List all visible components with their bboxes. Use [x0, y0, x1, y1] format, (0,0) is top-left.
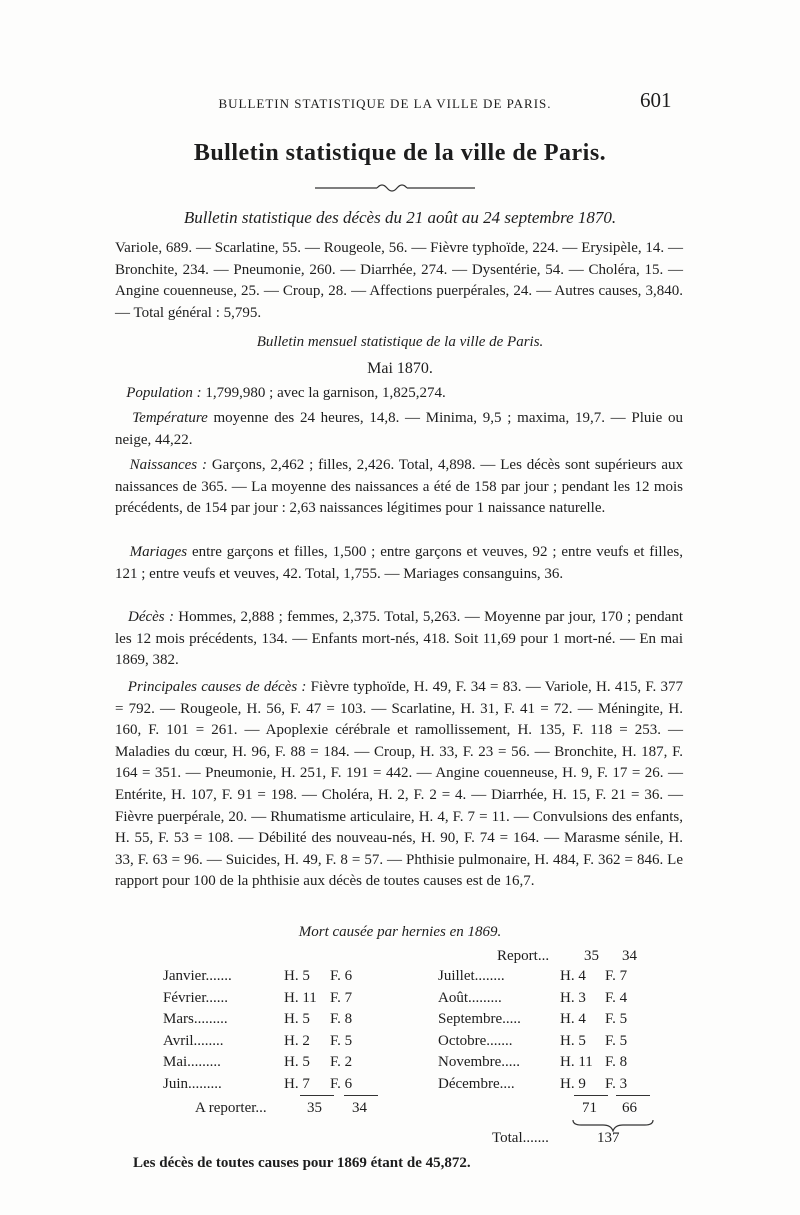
report-h: 35	[584, 948, 599, 964]
monthly-bulletin-title: Bulletin mensuel statistique de la ville de Paris.	[256, 334, 544, 350]
total-label: Total.......	[492, 1130, 549, 1146]
hernia-right-h: H. 5	[560, 1032, 586, 1049]
a-reporter-label: A reporter...	[195, 1100, 267, 1116]
hernia-right-f: F. 5	[605, 1011, 628, 1027]
population-text: 1,799,980 ; avec la garnison, 1,825,274.	[201, 385, 446, 401]
hernia-right-f: F. 7	[605, 968, 628, 984]
total-value: 137	[597, 1130, 620, 1146]
a-reporter-h: 35	[307, 1100, 322, 1116]
hernia-left-f: F. 6	[330, 968, 353, 984]
hernia-right-f: F. 3	[605, 1075, 628, 1092]
deaths-paragraph	[115, 607, 683, 672]
page-number: 601	[640, 88, 672, 112]
marriages-paragraph	[115, 542, 683, 585]
deaths-label: Décès :	[128, 609, 174, 625]
hernia-left-h: H. 5	[284, 1011, 310, 1027]
hernia-left-h: H. 11	[284, 989, 317, 1006]
causes-label: Principales causes de décès :	[127, 679, 307, 695]
hernia-left-h: H. 7	[284, 1075, 310, 1092]
rule-f-right	[616, 1095, 650, 1096]
hernia-left-month: Mars.........	[163, 1011, 228, 1027]
sum-f: 66	[622, 1100, 637, 1116]
ornament-divider	[315, 182, 475, 194]
page-title: Bulletin statistique de la ville de Paris.	[193, 140, 607, 166]
report-f: 34	[622, 948, 637, 964]
hernia-left-f: F. 5	[330, 1032, 353, 1049]
marriages-text: entre garçons et filles, 1,500 ; entre garçons et veuves, 92 ; entre veufs et filles, 121 ; entre veufs et veuves, 42. Total, 1,755. — Mariages consanguins, 36.	[115, 544, 683, 582]
hernia-right-h: H. 9	[560, 1075, 586, 1092]
births-paragraph	[115, 455, 683, 520]
hernia-left-month: Février......	[163, 989, 228, 1006]
hernia-left-month: Avril........	[163, 1032, 224, 1049]
hernia-left-f: F. 6	[330, 1075, 353, 1092]
hernia-right-month: Octobre.......	[438, 1032, 513, 1049]
running-head: BULLETIN STATISTIQUE DE LA VILLE DE PARIS.	[218, 96, 552, 111]
temperature-text: moyenne des 24 heures, 14,8. — Minima, 9,5 ; maxima, 19,7. — Pluie ou neige, 44,22.	[115, 410, 683, 448]
hernia-right-month: Décembre....	[438, 1075, 515, 1092]
hernias-title: Mort causée par hernies en 1869.	[298, 924, 502, 940]
hernia-right-h: H. 4	[560, 968, 586, 984]
weekly-bulletin-text: Variole, 689. — Scarlatine, 55. — Rougeole, 56. — Fièvre typhoïde, 224. — Erysipèle, 14. — Bronchite, 234. — Pneumonie, 260. — Diarrhée, 274. — Dysentérie, 54. — Choléra, 15. — Angine couenneuse, 25. — Croup, 28. — Affections puerpérales, 24. — Autres causes, 3,840. — Total général : 5,795.	[115, 240, 683, 321]
rule-f-left	[344, 1095, 378, 1096]
causes-paragraph	[115, 677, 683, 893]
hernia-right-month: Août.........	[438, 989, 502, 1006]
temperature-paragraph	[115, 408, 683, 451]
births-text: Garçons, 2,462 ; filles, 2,426. Total, 4,898. — Les décès sont supérieurs aux naissances de 365. — La moyenne des naissances a été de 158 par jour ; pendant les 12 mois précédents, de 154 par jour : 2,63 naissances légitimes pour 1 naissance naturelle.	[115, 457, 684, 517]
hernia-right-h: H. 3	[560, 989, 586, 1006]
hernia-left-f: F. 7	[330, 989, 353, 1006]
hernia-left-h: H. 5	[284, 1054, 310, 1070]
temperature-label: Température	[132, 410, 208, 426]
population-paragraph	[115, 383, 683, 405]
deaths-text: Hommes, 2,888 ; femmes, 2,375. Total, 5,263. — Moyenne par jour, 170 ; pendant les 12 mois précédents, 134. — Enfants mort-nés, 418. Soit 11,69 pour 1 mort-né. — En mai 1869, 382.	[115, 609, 684, 669]
hernia-right-month: Septembre.....	[438, 1011, 521, 1027]
hernia-left-f: F. 8	[330, 1011, 353, 1027]
rule-h-left	[300, 1095, 334, 1096]
hernia-right-h: H. 11	[560, 1054, 593, 1070]
hernia-right-f: F. 5	[605, 1032, 628, 1049]
hernia-left-h: H. 5	[284, 968, 310, 984]
causes-text: Fièvre typhoïde, H. 49, F. 34 = 83. — Variole, H. 415, F. 377 = 792. — Rougeole, H. 56, F. 47 = 103. — Scarlatine, H. 31, F. 41 = 72. — Méningite, H. 160, F. 101 = 261. — Apoplexie cérébrale et ramollissement, H. 135, F. 118 = 253. — Maladies du cœur, H. 96, F. 88 = 184. — Croup, H. 33, F. 23 = 56. — Bronchite, H. 187, F. 164 = 351. — Pneumonie, H. 251, F. 191 = 442. — Angine couenneuse, H. 9, F. 17 = 26. — Entérite, H. 107, F. 91 = 198. — Choléra, H. 2, F. 2 = 4. — Diarrhée, H. 15, F. 21 = 36. — Fièvre puerpérale, 20. — Rhumatisme articulaire, H. 4, F. 7 = 11. — Convulsions des enfants, H. 55, F. 53 = 108. — Débilité des nouveau-nés, H. 90, F. 74 = 164. — Marasme sénile, H. 33, F. 63 = 96. — Suicides, H. 49, F. 8 = 57. — Phthisie pulmonaire, H. 484, F. 362 = 846. Le rapport pour 100 de la phthisie aux décès de toutes causes est de 16,7.	[115, 679, 684, 890]
hernia-right-month: Juillet........	[438, 968, 505, 984]
hernia-left-month: Janvier.......	[163, 968, 232, 984]
rule-h-right	[574, 1095, 608, 1096]
hernia-right-month: Novembre.....	[438, 1054, 521, 1070]
sum-h: 71	[582, 1100, 597, 1116]
hernia-left-month: Mai.........	[163, 1054, 221, 1070]
hernia-left-h: H. 2	[284, 1032, 310, 1049]
hernia-left-month: Juin.........	[163, 1075, 222, 1092]
marriages-label: Mariages	[129, 544, 188, 560]
weekly-bulletin-title: Bulletin statistique des décès du 21 août au 24 septembre 1870.	[183, 208, 617, 227]
month-heading: Mai 1870.	[367, 360, 433, 377]
population-label: Population :	[126, 385, 202, 401]
report-label: Report...	[497, 948, 550, 964]
footer-line: Les décès de toutes causes pour 1869 étant de 45,872.	[133, 1155, 471, 1171]
hernia-right-f: F. 4	[605, 989, 628, 1006]
hernia-left-f: F. 2	[330, 1054, 353, 1070]
births-label: Naissances :	[129, 457, 207, 473]
hernia-right-f: F. 8	[605, 1054, 628, 1070]
hernia-right-h: H. 4	[560, 1011, 586, 1027]
a-reporter-f: 34	[352, 1100, 367, 1116]
